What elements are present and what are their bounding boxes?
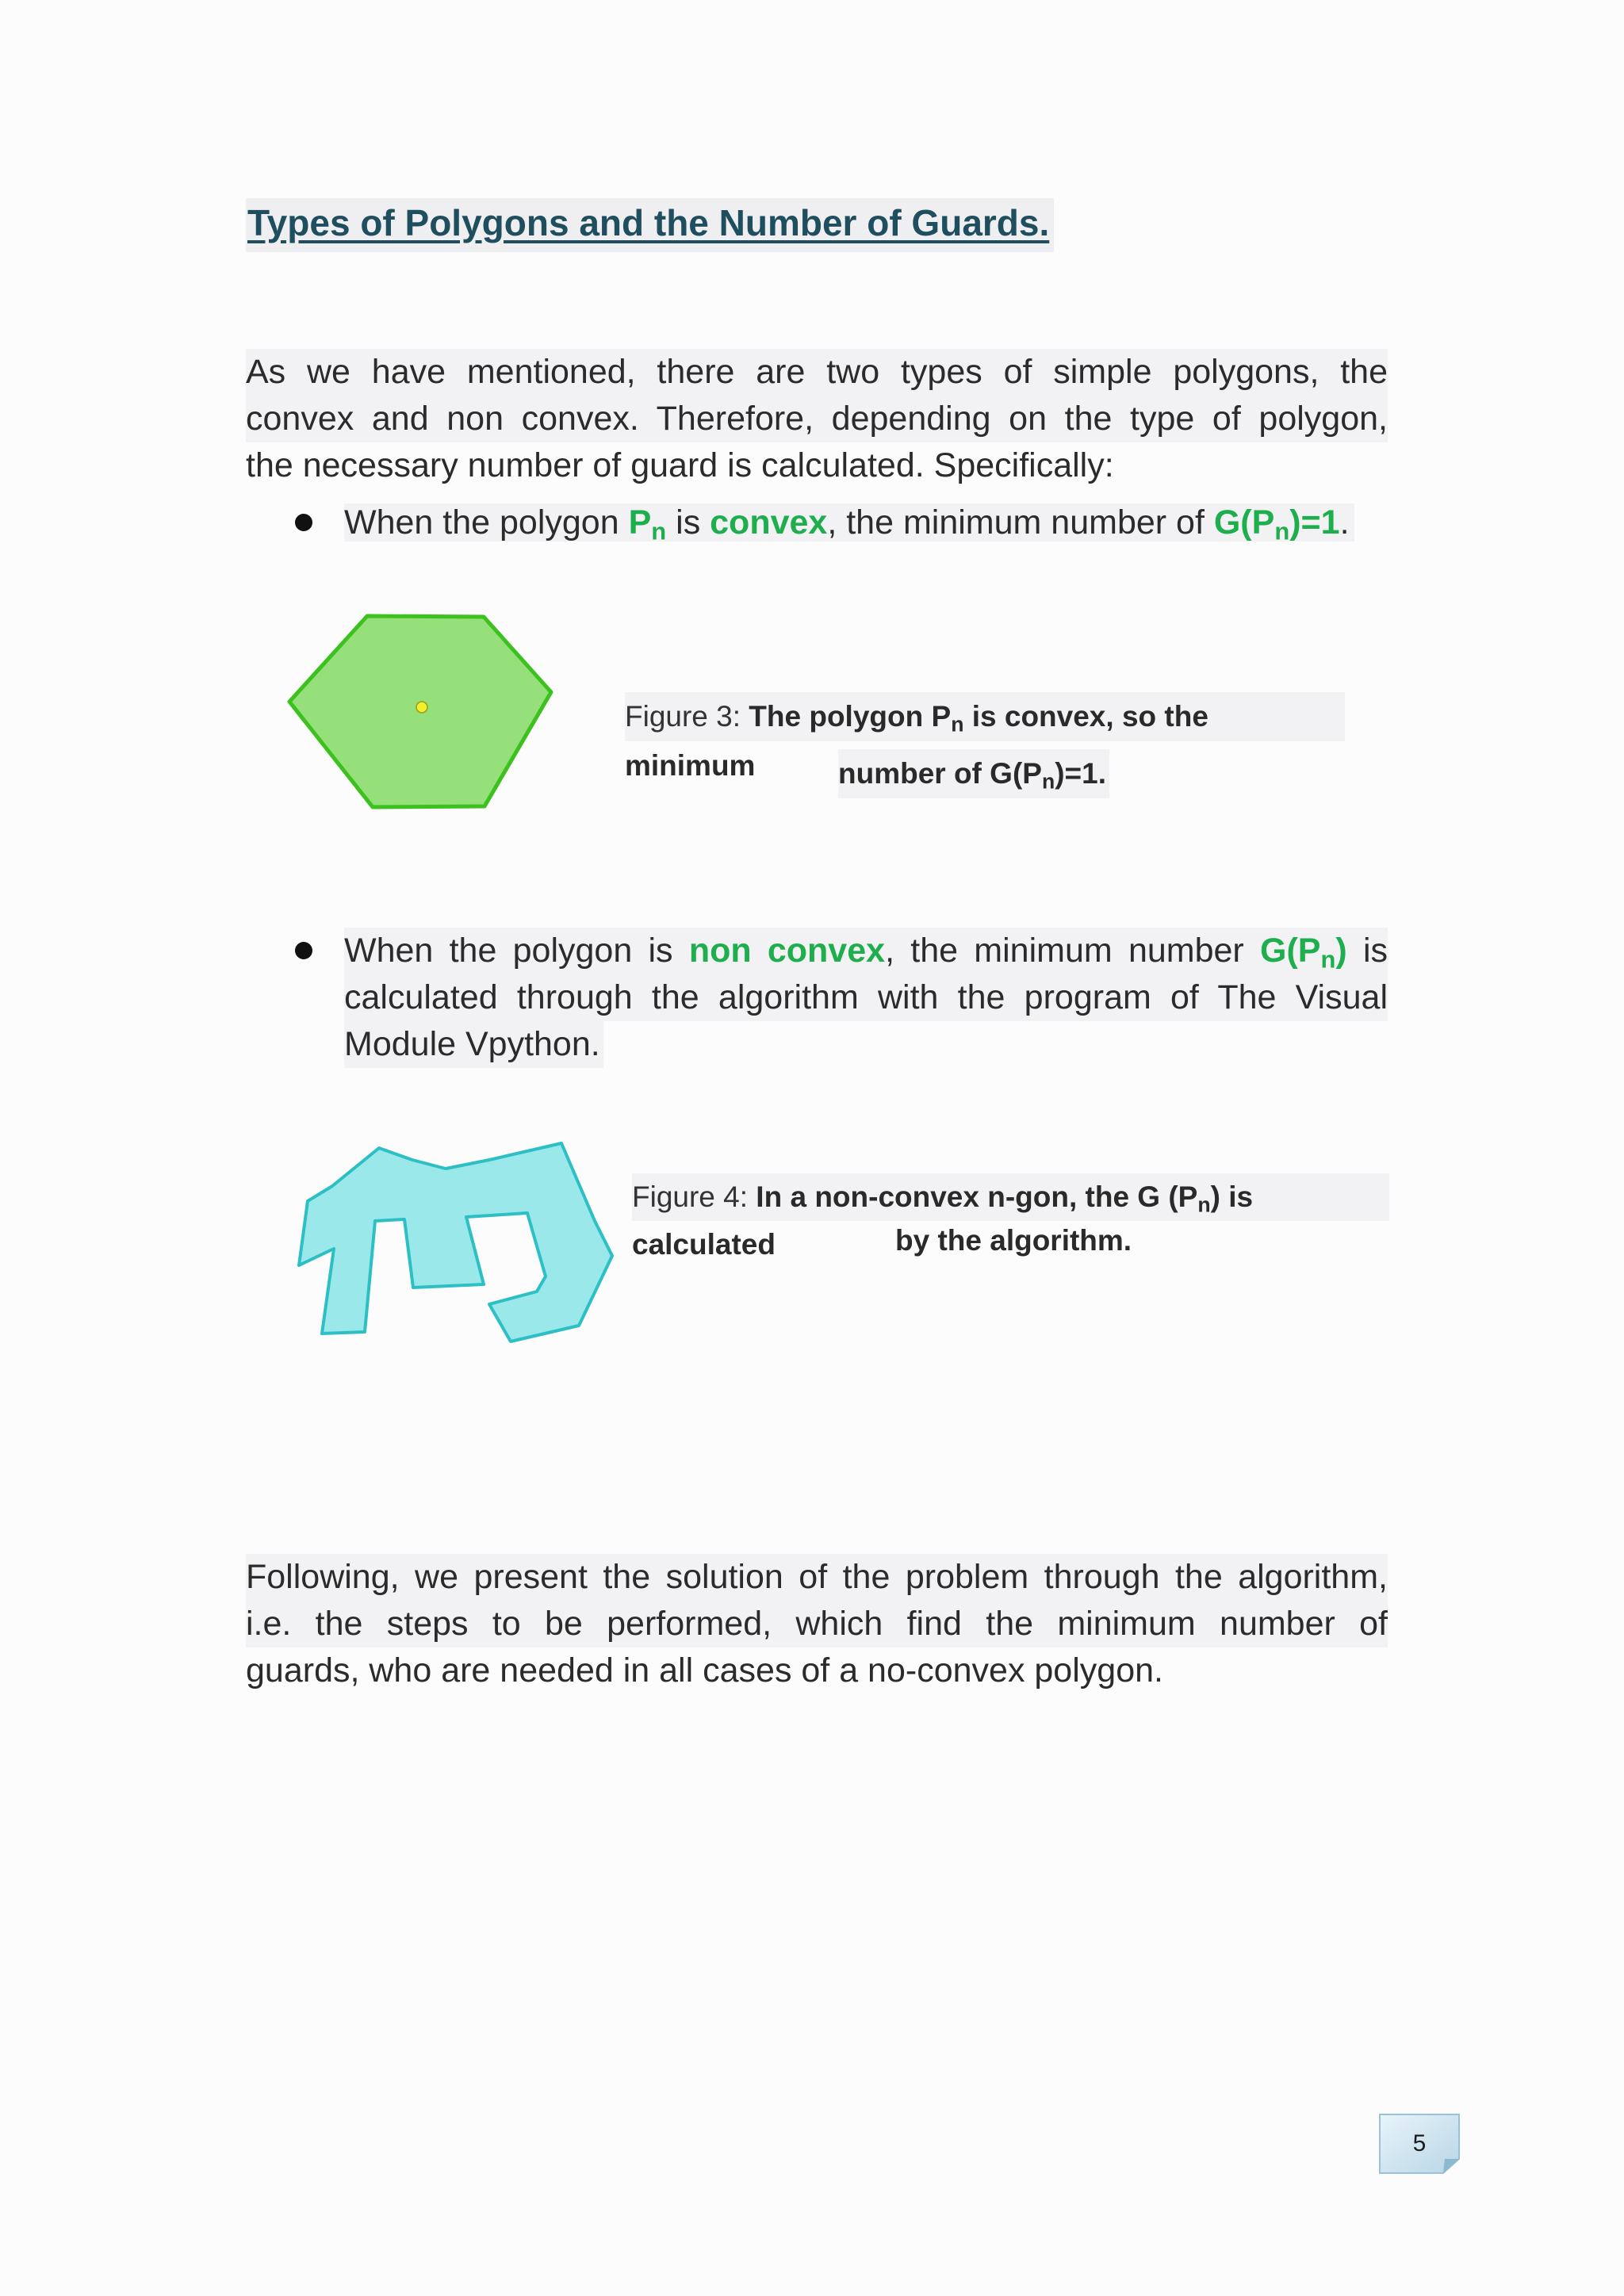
nonconvex-polygon [299, 1143, 612, 1341]
page-title: Types of Polygons and the Number of Guards. [246, 198, 1054, 252]
figure3-caption-line1: Figure 3: The polygon $P_n$ is convex, so the minimum [625, 692, 1345, 741]
bullet-convex [285, 499, 1388, 547]
closing-line: i.e. the steps to be performed, which find the minimum number of [246, 1601, 1388, 1647]
figure4-caption-line1: Figure 4: In a non-convex n-gon, the G $(P_n)$ is calculated [632, 1173, 1389, 1221]
figure4-caption-line2: by the algorithm. [895, 1224, 1132, 1257]
nonconvex-term: non convex [688, 932, 886, 970]
bullet-nonconvex [285, 928, 1388, 1078]
guard-formula: $G(P_n)=1$ [1213, 503, 1340, 545]
bullet-text-part: When the polygon [344, 503, 629, 541]
page-number: 5 [1412, 2130, 1427, 2156]
intro-line: convex and non convex. Therefore, depending on the type of polygon, [246, 396, 1388, 442]
bullet-dot [295, 942, 312, 959]
page-number-badge [1378, 2113, 1461, 2175]
intro-line: the necessary number of guard is calculated. Specifically: [246, 446, 1114, 484]
guard-point [416, 702, 427, 713]
convex-hexagon-figure [282, 607, 559, 817]
intro-paragraph [246, 349, 1388, 489]
closing-line: guards, who are needed in all cases of a no-convex polygon. [246, 1651, 1163, 1689]
closing-line: Following, we present the solution of the problem through the algorithm, [246, 1554, 1388, 1601]
polygon-symbol: $P_n$ [628, 503, 667, 545]
nonconvex-polygon-figure [289, 1134, 622, 1348]
closing-paragraph [246, 1554, 1388, 1694]
bullet-nonconvex-text: When the polygon is non convex, the minimum number $G(P_n)$ is calculated through the algorithm with the program of The Visual Module Vpython. [344, 928, 1388, 1068]
intro-line: As we have mentioned, there are two types of simple polygons, the [246, 349, 1388, 396]
bullet-dot [295, 514, 312, 531]
convex-term: convex [710, 503, 828, 541]
bullet-convex-text [344, 499, 1388, 546]
bullet-line: Module Vpython. [344, 1021, 603, 1068]
guard-formula: $G(P_n)$ [1260, 932, 1347, 974]
bullet-text-part: , the minimum number of [827, 503, 1214, 541]
bullet-text-part: is [666, 503, 710, 541]
bullet-text-part: . [1339, 503, 1350, 541]
figure3-caption-line2: number of $G(P_n)=1$. [838, 749, 1109, 798]
figure-label: Figure 3: [625, 700, 749, 733]
bullet-line: calculated through the algorithm with the program of The Visual [344, 974, 1388, 1021]
figure-label: Figure 4: [632, 1181, 756, 1213]
